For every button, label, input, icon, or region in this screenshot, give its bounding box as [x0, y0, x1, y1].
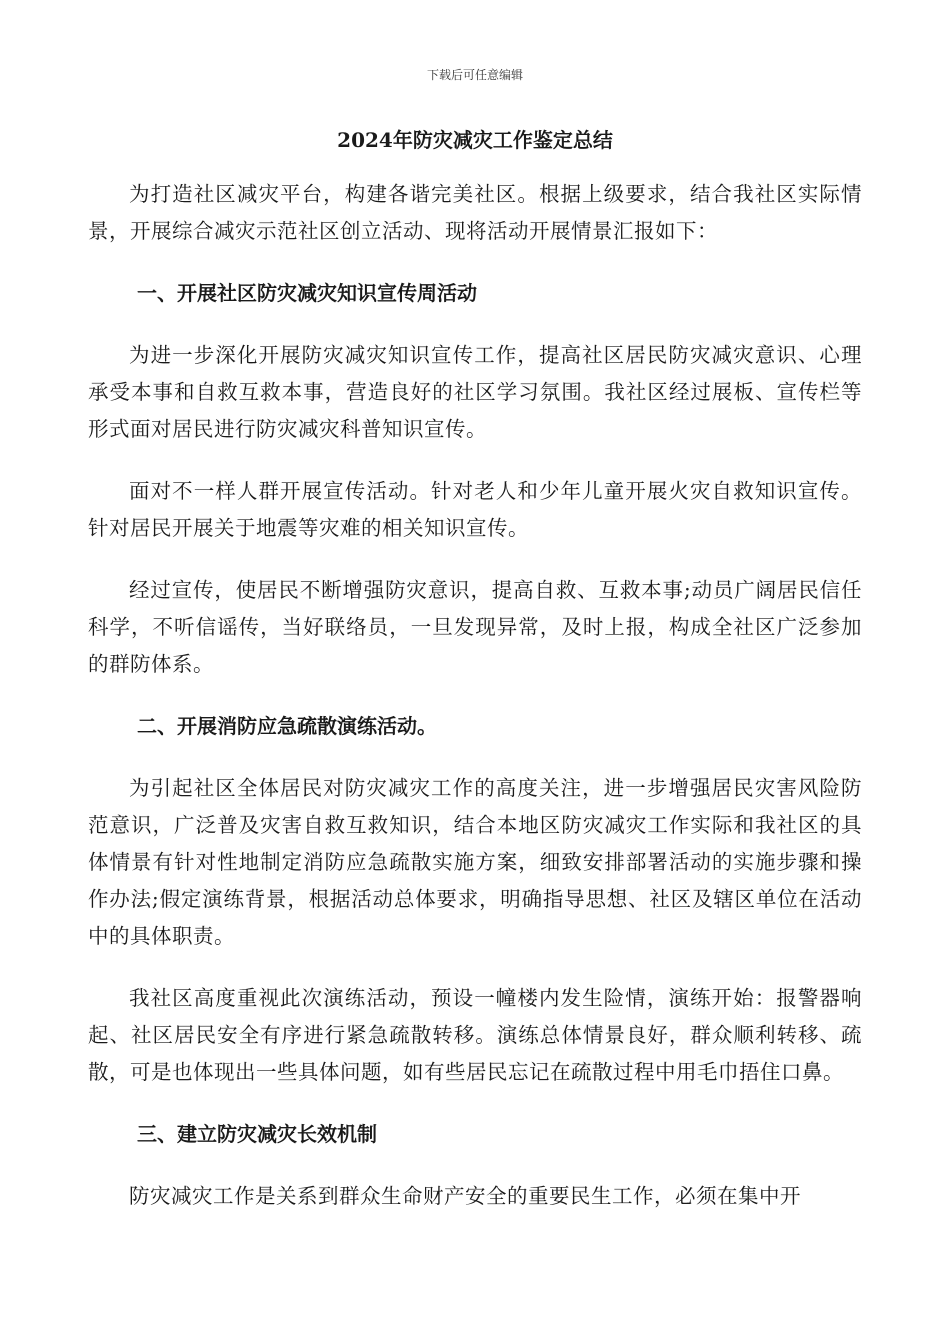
section-heading-3: 三、建立防灾减灾长效机制 — [137, 1122, 377, 1146]
section-2-paragraph-2: 我社区高度重视此次演练活动，预设一幢楼内发生险情，演练开始：报警器响起、社区居民安全有序进行紧急疏散转移。演练总体情景良好，群众顺利转移、疏散，可是也体现出一些具体问题，如有些居民忘记在疏散过程中用毛巾捂住口鼻。 — [88, 986, 862, 1084]
section-1-paragraph-1: 为进一步深化开展防灾减灾知识宣传工作，提高社区居民防灾减灾意识、心理承受本事和自救互救本事，营造良好的社区学习氛围。我社区经过展板、宣传栏等形式面对居民进行防灾减灾科普知识宣传。 — [88, 343, 862, 441]
section-1-paragraph-2: 面对不一样人群开展宣传活动。针对老人和少年儿童开展火灾自救知识宣传。针对居民开展关于地震等灾难的相关知识宣传。 — [88, 479, 862, 540]
section-2-paragraph-1: 为引起社区全体居民对防灾减灾工作的高度关注，进一步增强居民灾害风险防范意识，广泛普及灾害自救互救知识，结合本地区防灾减灾工作实际和我社区的具体情景有针对性地制定消防应急疏散实施方案，细致安排部署活动的实施步骤和操作办法;假定演练背景，根据活动总体要求，明确指导思想、社区及辖区单位在活动中的具体职责。 — [88, 776, 862, 948]
section-heading-2: 二、开展消防应急疏散演练活动。 — [137, 714, 437, 738]
section-3-paragraph-1: 防灾减灾工作是关系到群众生命财产安全的重要民生工作，必须在集中开 — [129, 1184, 801, 1208]
section-1-paragraph-3: 经过宣传，使居民不断增强防灾意识，提高自救、互救本事;动员广阔居民信任科学，不听信谣传，当好联络员，一旦发现异常，及时上报，构成全社区广泛参加的群防体系。 — [88, 578, 862, 676]
document-title: 2024年防灾减灾工作鉴定总结 — [337, 128, 613, 152]
section-heading-1: 一、开展社区防灾减灾知识宣传周活动 — [137, 281, 477, 305]
header-note: 下载后可任意编辑 — [426, 68, 523, 82]
intro-paragraph: 为打造社区减灾平台，构建各谐完美社区。根据上级要求，结合我社区实际情景，开展综合减灾示范社区创立活动、现将活动开展情景汇报如下： — [88, 182, 862, 243]
document-body — [88, 176, 862, 1215]
